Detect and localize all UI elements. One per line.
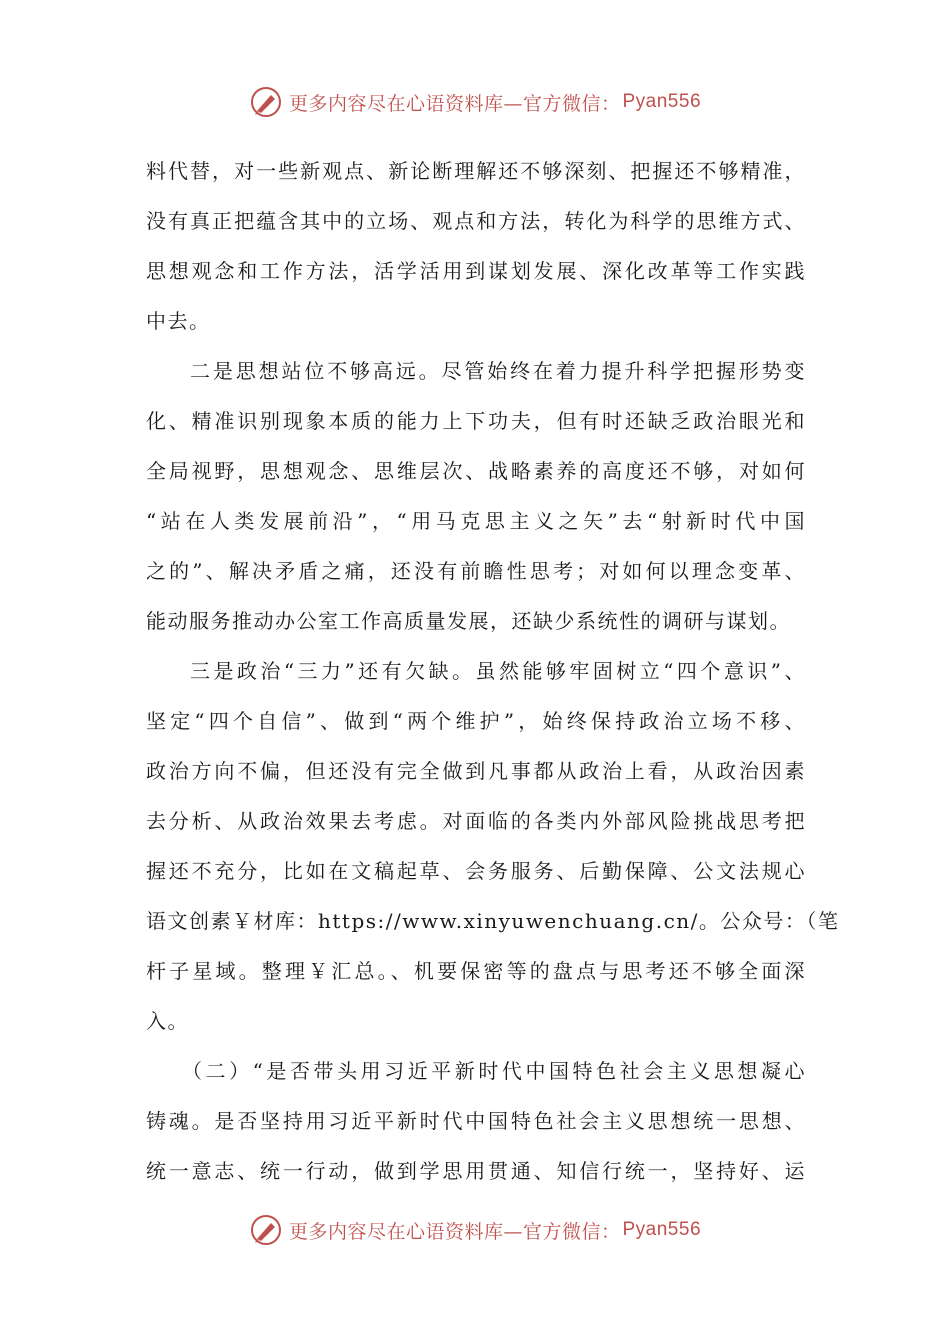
pen-logo-icon	[249, 1213, 283, 1247]
header-watermark	[0, 82, 950, 122]
text-line: 化、精准识别现象本质的能力上下功夫，但有时还缺乏政治眼光和	[146, 409, 806, 433]
text-line: 坚定“四个自信”、做到“两个维护”，始终保持政治立场不移、	[146, 709, 806, 733]
watermark-wechat-id: Pyan556	[622, 91, 702, 112]
text-line: 杆子星域。整理￥汇总。、机要保密等的盘点与思考还不够全面深	[146, 959, 806, 983]
text-line: 全局视野，思想观念、思维层次、战略素养的高度还不够，对如何	[146, 459, 806, 483]
text-line: 语文创素￥材库：https://www.xinyuwenchuang.cn/。公众号：（笔	[146, 909, 840, 933]
text-line: 握还不充分，比如在文稿起草、会务服务、后勤保障、公文法规心	[146, 859, 806, 883]
text-line: 政治方向不偏，但还没有完全做到凡事都从政治上看，从政治因素	[146, 759, 806, 783]
watermark-wechat-id: Pyan556	[622, 1219, 702, 1240]
text-line: 中去。	[146, 309, 211, 333]
text-line: 能动服务推动办公室工作高质量发展，还缺少系统性的调研与谋划。	[146, 609, 791, 633]
text-line: 思想观念和工作方法，活学活用到谋划发展、深化改革等工作实践	[146, 259, 806, 283]
text-line: 统一意志、统一行动，做到学思用贯通、知信行统一，坚持好、运	[146, 1159, 806, 1183]
text-line: 铸魂。是否坚持用习近平新时代中国特色社会主义思想统一思想、	[146, 1109, 806, 1133]
watermark-text: 更多内容尽在心语资料库—官方微信：	[288, 1220, 621, 1243]
text-line: 之的”、解决矛盾之痛，还没有前瞻性思考；对如何以理念变革、	[146, 559, 806, 583]
text-line: （二）“是否带头用习近平新时代中国特色社会主义思想凝心	[182, 1059, 806, 1083]
text-line: 去分析、从政治效果去考虑。对面临的各类内外部风险挑战思考把	[146, 809, 806, 833]
text-line: 没有真正把蕴含其中的立场、观点和方法，转化为科学的思维方式、	[146, 209, 806, 233]
text-line: 二是思想站位不够高远。尽管始终在着力提升科学把握形势变	[190, 359, 806, 383]
watermark-text: 更多内容尽在心语资料库—官方微信：	[288, 92, 621, 115]
pen-logo-icon	[249, 85, 283, 119]
footer-watermark	[0, 1210, 950, 1250]
text-line: 三是政治“三力”还有欠缺。虽然能够牢固树立“四个意识”、	[190, 659, 806, 683]
text-line: “站在人类发展前沿”，“用马克思主义之矢”去“射新时代中国	[146, 509, 806, 533]
text-line: 料代替，对一些新观点、新论断理解还不够深刻、把握还不够精准，	[146, 159, 806, 183]
text-line: 入。	[146, 1009, 189, 1033]
document-body	[146, 146, 840, 1196]
